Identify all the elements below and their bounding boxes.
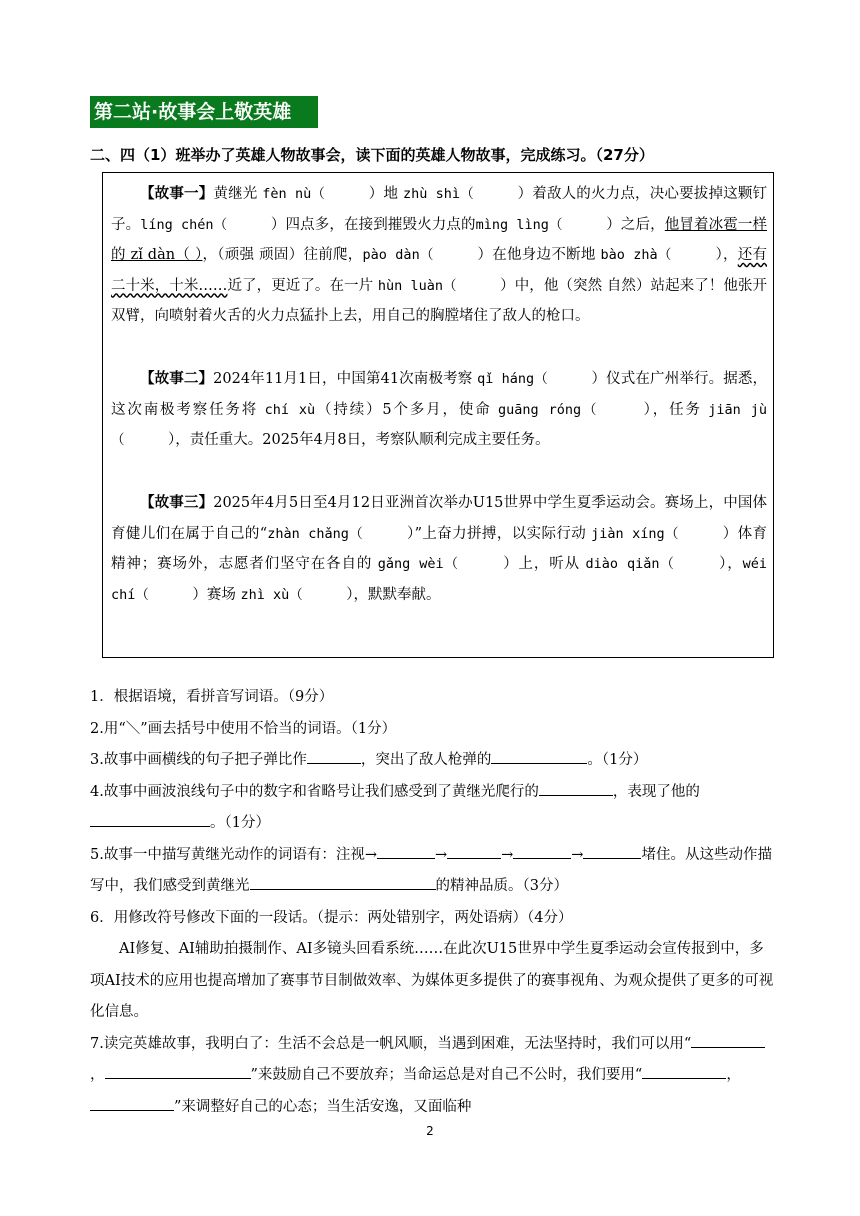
pinyin: guāng róng（ [498, 401, 599, 418]
question-2: 2.用“＼”画去括号中使用不恰当的词语。（1分） [90, 720, 397, 737]
text: ）”上奋力拼搏，以实际行动 [406, 525, 592, 542]
pinyin: diào qiǎn（ [585, 556, 675, 573]
text: ）中，他（突然 自然）站起来了！他张开双臂，向喷射着火舌的火力点猛扑上去，用自己的胸膛堵住了敌人的枪口。 [111, 277, 768, 325]
answer-blank[interactable] [90, 808, 210, 827]
answer-blank[interactable] [90, 1092, 174, 1111]
text: ）仪式在广州举行。据悉，这次南极考察任务将 [111, 371, 767, 418]
answer-blank[interactable] [583, 840, 641, 859]
answer-blank[interactable] [513, 840, 571, 859]
story-tag: 【故事三】 [140, 495, 214, 511]
text: ）赛场 [192, 586, 241, 603]
question-5 [90, 840, 778, 903]
story-tag: 【故事一】 [140, 186, 214, 202]
text: （持续）5个多月，使命 [315, 401, 499, 418]
answer-blank[interactable] [691, 1029, 765, 1048]
text: ）上，听从 [502, 556, 586, 573]
pinyin: bào zhà（ [600, 247, 672, 264]
text: ），任务 [641, 401, 709, 418]
text: 4.故事中画波浪线句子中的数字和省略号让我们感受到了黄继光爬行的 [90, 783, 539, 800]
pinyin: mìng lìng（ [475, 216, 563, 233]
answer-blank[interactable] [307, 745, 361, 764]
text: ）， [718, 556, 743, 573]
pinyin: fèn nù（ [262, 186, 326, 202]
text: ），默默奉献。 [346, 586, 441, 603]
answer-blank[interactable] [642, 1060, 726, 1079]
arrow: → [571, 846, 584, 863]
pinyin: jiàn xíng（ [591, 525, 679, 542]
pinyin: chí xù [264, 401, 316, 418]
text: ，表现了他的 [612, 783, 700, 800]
text: ， [90, 1067, 105, 1083]
pinyin: hùn luàn（ [377, 277, 457, 294]
story-tag: 【故事二】 [140, 371, 214, 387]
text: ）体育精神；赛场外，志愿者们坚守在各自的 [111, 525, 768, 573]
answer-blank[interactable] [491, 745, 587, 764]
question-1: 1．根据语境，看拼音写词语。（9分） [90, 689, 334, 705]
wavy-sentence: 还有二十米，十米…… [111, 247, 768, 294]
text: 。（1分） [210, 815, 270, 831]
pinyin: líng chén（ [140, 216, 228, 233]
text: 2024年11月1日，中国第41次南极考察 [213, 371, 478, 387]
pinyin: zhàn chǎng（ [267, 525, 364, 542]
pinyin: qǐ háng（ [477, 371, 548, 387]
text: ”来鼓励自己不要放弃；当命运总是对自己不公时，我们要用“ [250, 1067, 643, 1083]
text: ）在他身边不断地 [477, 247, 601, 264]
story-three [111, 488, 767, 610]
arrow: → [434, 846, 448, 863]
text: 2025年4月5日至4月12日亚洲首次举办U15世界中学生夏季运动会。赛场上，中国体育健儿们在属于自己的“ [111, 495, 768, 542]
answer-blank[interactable] [447, 840, 501, 859]
text: ，（顽强 顽固）往前爬， [202, 247, 363, 264]
story-two [111, 364, 767, 456]
answer-blank[interactable] [250, 871, 436, 890]
text: 7.读完英雄故事，我明白了：生活不会总是一帆风顺，当遇到困难，无法坚持时，我们可以用“ [90, 1035, 692, 1052]
question-7 [90, 1029, 778, 1124]
text: ），责任重大。2025年4月8日，考察队顺利完成主要任务。 [168, 432, 550, 449]
pinyin: wéi chí（ [111, 556, 768, 603]
revision-passage: AI修复、AI辅助拍摄制作、AI多镜头回看系统……在此次U15世界中学生夏季运动会宣传报到中，多项AI技术的应用也提高增加了赛事节目制做效率、为媒体更多提供了的赛事视角、为观众提供了更多的可视化信息。 [90, 941, 774, 1020]
story-one [111, 179, 767, 332]
text: 的精神品质。（3分） [435, 878, 568, 894]
text: ）之后， [606, 216, 665, 233]
pinyin: pào dàn（ [362, 247, 434, 264]
question-4 [90, 777, 778, 840]
pinyin: jiān jù（ [111, 401, 768, 449]
pinyin: zhì xù（ [240, 586, 303, 603]
text: ， [726, 1067, 741, 1083]
text: 黄继光 [213, 186, 263, 202]
text: 。（1分） [587, 752, 648, 768]
text: ）四点多，在接到摧毁火力点的 [270, 216, 476, 233]
pinyin: gǎng wèi（ [377, 556, 459, 573]
text: 5.故事一中描写黄继光动作的词语有：注视→ [90, 846, 377, 863]
question-title: 二、四（1）班举办了英雄人物故事会，读下面的英雄人物故事，完成练习。（27分） [90, 146, 654, 164]
text: 3.故事中画横线的句子把子弹比作 [90, 752, 307, 768]
text: ，突出了敌人枪弹的 [360, 752, 492, 768]
text: 堵住。从这些动作描写中，我们感受到黄继光 [90, 846, 772, 894]
arrow: → [501, 846, 514, 863]
question-6: 6．用修改符号修改下面的一段话。（提示：两处错别字，两处语病）（4分） [90, 909, 573, 926]
text: ）地 [368, 186, 403, 202]
section-badge: 第二站·故事会上敬英雄 [90, 96, 318, 128]
text: ）着敌人的火力点，决心要拔掉这颗钉子。 [111, 186, 768, 233]
answer-blank[interactable] [377, 840, 435, 859]
page-number: 2 [426, 1124, 434, 1138]
questions [90, 682, 778, 1123]
underlined-sentence: 他冒着冰雹一样的 zǐ dàn（ ） [111, 216, 768, 264]
question-3 [90, 745, 778, 777]
answer-blank[interactable] [539, 777, 613, 796]
story-box [102, 172, 774, 658]
text: 近了，更近了。在一片 [227, 277, 378, 294]
text: ）， [715, 247, 738, 264]
answer-blank[interactable] [105, 1060, 251, 1079]
pinyin: zhù shì（ [402, 186, 474, 202]
text: ”来调整好自己的心态；当生活安逸，又面临种 [174, 1098, 472, 1115]
